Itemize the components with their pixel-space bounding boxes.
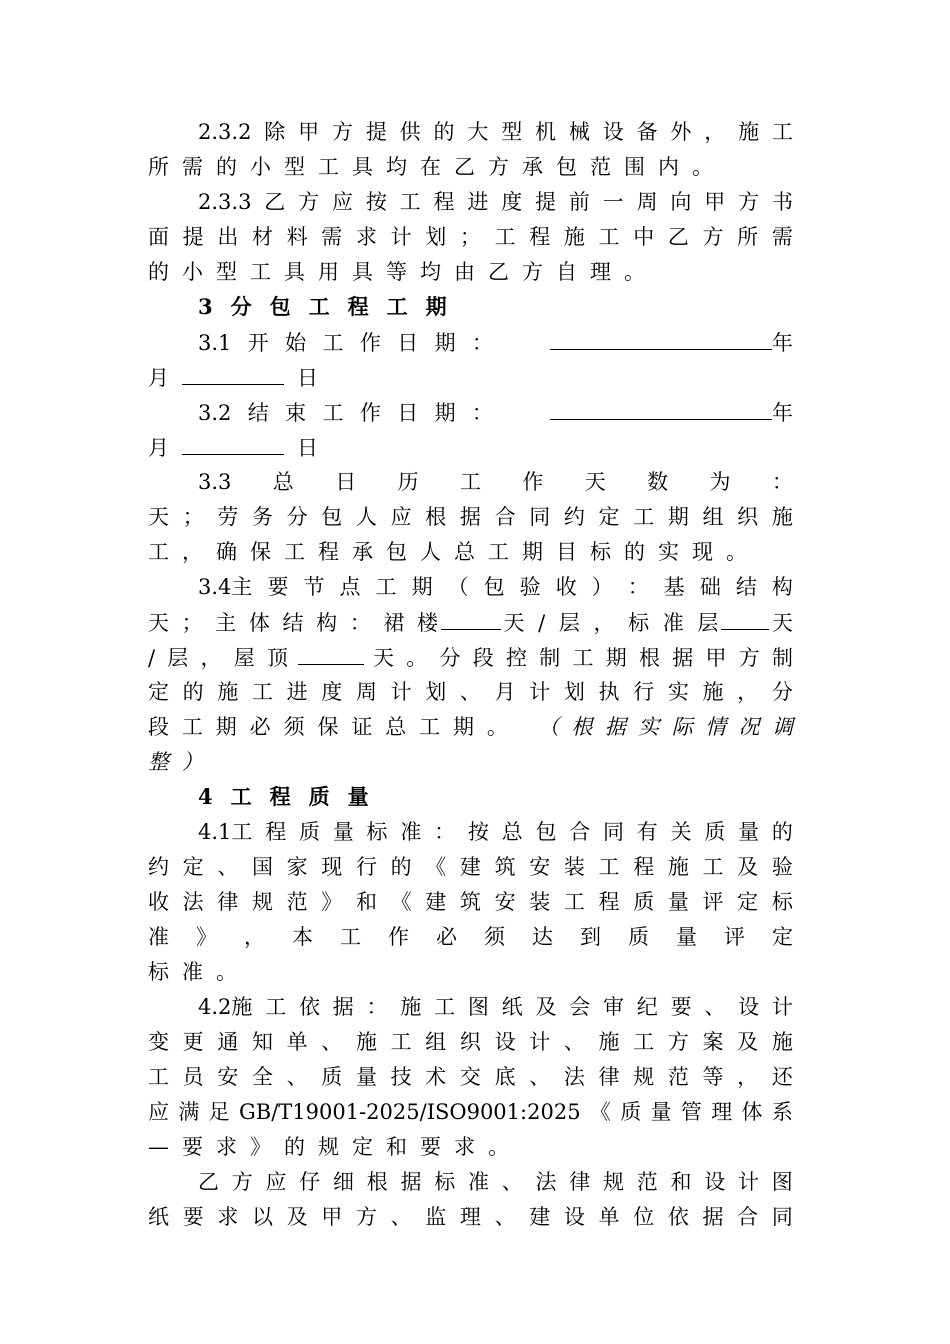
date-blank — [182, 362, 284, 385]
date-blank — [550, 327, 772, 350]
text-line: 天 ； 劳 务 分 包 人 应 根 据 合 同 约 定 工 期 组 织 施 — [148, 505, 793, 529]
text-line: 定 的 施 工 进 度 周 计 划 、 月 计 划 执 行 实 施 ， 分 — [148, 680, 793, 704]
date-blank — [550, 397, 772, 420]
text-line: 准 》 ， 本 工 作 必 须 达 到 质 量 评 定 — [148, 925, 793, 949]
text-line: 变 更 通 知 单 、 施 工 组 织 设 计 、 施 工 方 案 及 施 — [148, 1030, 793, 1054]
days-blank — [441, 607, 501, 630]
text-line: 月 日 — [148, 362, 793, 392]
text-line: / 层 ， 屋 顶 天 。 分 段 控 制 工 期 根 据 甲 方 制 — [148, 642, 793, 672]
text-line: 3.2 结 束 工 作 日 期 ： 年 — [198, 397, 793, 427]
text-line: 标 准 。 — [148, 960, 237, 984]
text-line: 4.2施 工 依 据 ： 施 工 图 纸 及 会 审 纪 要 、 设 计 — [198, 995, 793, 1019]
italic-note: （ 根 据 实 际 情 况 调 — [538, 715, 793, 739]
text-line: 段 工 期 必 须 保 证 总 工 期 。 （ 根 据 实 际 情 况 调 — [148, 712, 793, 742]
text-line: 2.3.3 乙 方 应 按 工 程 进 度 提 前 一 周 向 甲 方 书 — [198, 190, 793, 214]
text-line: 2.3.2 除 甲 方 提 供 的 大 型 机 械 设 备 外 ， 施 工 — [198, 120, 793, 144]
text-line: 的 小 型 工 具 用 具 等 均 由 乙 方 自 理 。 — [148, 260, 645, 284]
text-line: 天 ； 主 体 结 构 ： 裙 楼 天 / 层 ， 标 准 层 天 — [148, 607, 793, 637]
text-line: 约 定 、 国 家 现 行 的 《 建 筑 安 装 工 程 施 工 及 验 — [148, 855, 793, 879]
text-line: 应 满 足 GB/T19001-2025/ISO9001:2025 《 质 量 管 理 体 系 — [148, 1100, 793, 1124]
text-line: 工 ， 确 保 工 程 承 包 人 总 工 期 目 标 的 实 现 。 — [148, 540, 747, 564]
text-line: 所 需 的 小 型 工 具 均 在 乙 方 承 包 范 围 内 。 — [148, 155, 713, 179]
text-line: 工 员 安 全 、 质 量 技 术 交 底 、 法 律 规 范 等 ， 还 — [148, 1065, 793, 1089]
date-blank — [182, 432, 284, 455]
text-line: 收 法 律 规 范 》 和 《 建 筑 安 装 工 程 质 量 评 定 标 — [148, 890, 793, 914]
text-line: 4.1工 程 质 量 标 准 ： 按 总 包 合 同 有 关 质 量 的 — [198, 820, 793, 844]
text-line: 3.4主 要 节 点 工 期 （ 包 验 收 ） ： 基 础 结 构 — [198, 575, 793, 599]
days-blank — [298, 642, 364, 665]
text-line: 纸 要 求 以 及 甲 方 、 监 理 、 建 设 单 位 依 据 合 同 — [148, 1205, 793, 1229]
text-line: 3.1 开 始 工 作 日 期 ： 年 — [198, 327, 793, 357]
section-heading: 4 工 程 质 量 — [198, 784, 369, 809]
text-line: — 要 求 》 的 规 定 和 要 求 。 — [148, 1135, 509, 1159]
text-line: 月 日 — [148, 432, 793, 462]
section-heading: 3 分 包 工 程 工 期 — [198, 294, 447, 319]
text-line: 面 提 出 材 料 需 求 计 划 ； 工 程 施 工 中 乙 方 所 需 — [148, 225, 793, 249]
days-blank — [721, 607, 769, 630]
italic-note: 整 ） — [148, 750, 203, 774]
text-line: 3.3 总 日 历 工 作 天 数 为 ： — [198, 470, 793, 494]
text-line: 乙 方 应 仔 细 根 据 标 准 、 法 律 规 范 和 设 计 图 — [198, 1170, 793, 1194]
